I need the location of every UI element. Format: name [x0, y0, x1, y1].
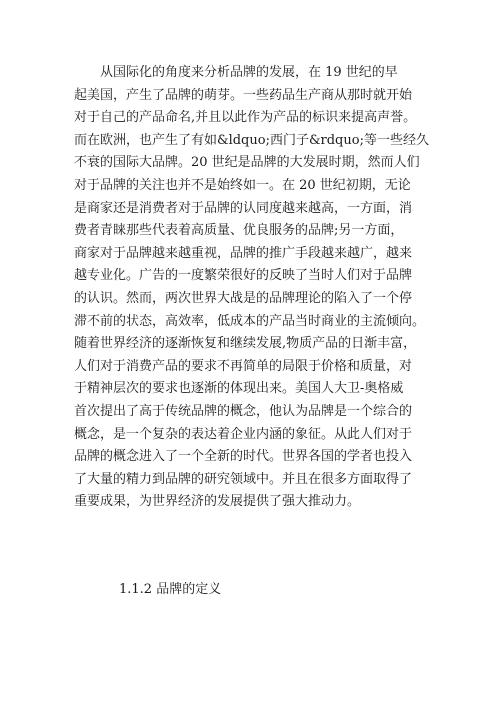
paragraph-line: 越专业化。广告的一度繁荣很好的反映了当时人们对于品牌 — [74, 268, 413, 284]
paragraph-line: 是商家还是消费者对于品牌的认同度越来越高，一方面，消 — [74, 200, 413, 216]
paragraph-line: 人们对于消费产品的要求不再简单的局限于价格和质量，对 — [74, 358, 413, 374]
paragraph-line: 随着世界经济的逐渐恢复和继续发展,物质产品的日渐丰富， — [74, 336, 417, 352]
paragraph-line: 于精神层次的要求也逐渐的体现出来。美国人大卫-奥格威 — [74, 381, 404, 397]
paragraph-line: 首次提出了高于传统品牌的概念，他认为品牌是一个综合的 — [74, 403, 413, 419]
section-heading: 1.1.2 品牌的定义 — [119, 582, 222, 597]
paragraph-line: 从国际化的角度来分析品牌的发展，在 19 世纪的早 — [74, 65, 398, 80]
paragraph-line: 滞不前的状态，高效率，低成本的产品当时商业的主流倾向。 — [74, 313, 426, 329]
paragraph-line: 而在欧洲，也产生了有如&ldquo;西门子&rdquo;等一些经久 — [74, 132, 429, 148]
paragraph-line: 对于品牌的关注也并不是始终如一。在 20 世纪初期，无论 — [74, 177, 411, 193]
paragraph-line: 起美国，产生了品牌的萌芽。一些药品生产商从那时就开始 — [74, 87, 413, 103]
paragraph-line: 费者青睐那些代表着高质量、优良服务的品牌;另一方面， — [74, 223, 404, 239]
paragraph-line: 了大量的精力到品牌的研究领域中。并且在很多方面取得了 — [74, 471, 413, 487]
body-paragraph — [74, 62, 434, 514]
paragraph-line: 品牌的概念进入了一个全新的时代。世界各国的学者也投入 — [74, 449, 413, 465]
paragraph-line: 概念，是一个复杂的表达着企业内涵的象征。从此人们对于 — [74, 426, 413, 442]
paragraph-line: 的认识。然而，两次世界大战是的品牌理论的陷入了一个停 — [74, 290, 413, 306]
paragraph-line: 对于自己的产品命名,并且以此作为产品的标识来提高声誉。 — [74, 110, 417, 126]
paragraph-line: 商家对于品牌越来越重视，品牌的推广手段越来越广，越来 — [74, 245, 413, 261]
paragraph-line: 重要成果，为世界经济的发展提供了强大推动力。 — [74, 494, 361, 510]
paragraph-line: 不衰的国际大品牌。20 世纪是品牌的大发展时期，然而人们 — [74, 155, 420, 171]
